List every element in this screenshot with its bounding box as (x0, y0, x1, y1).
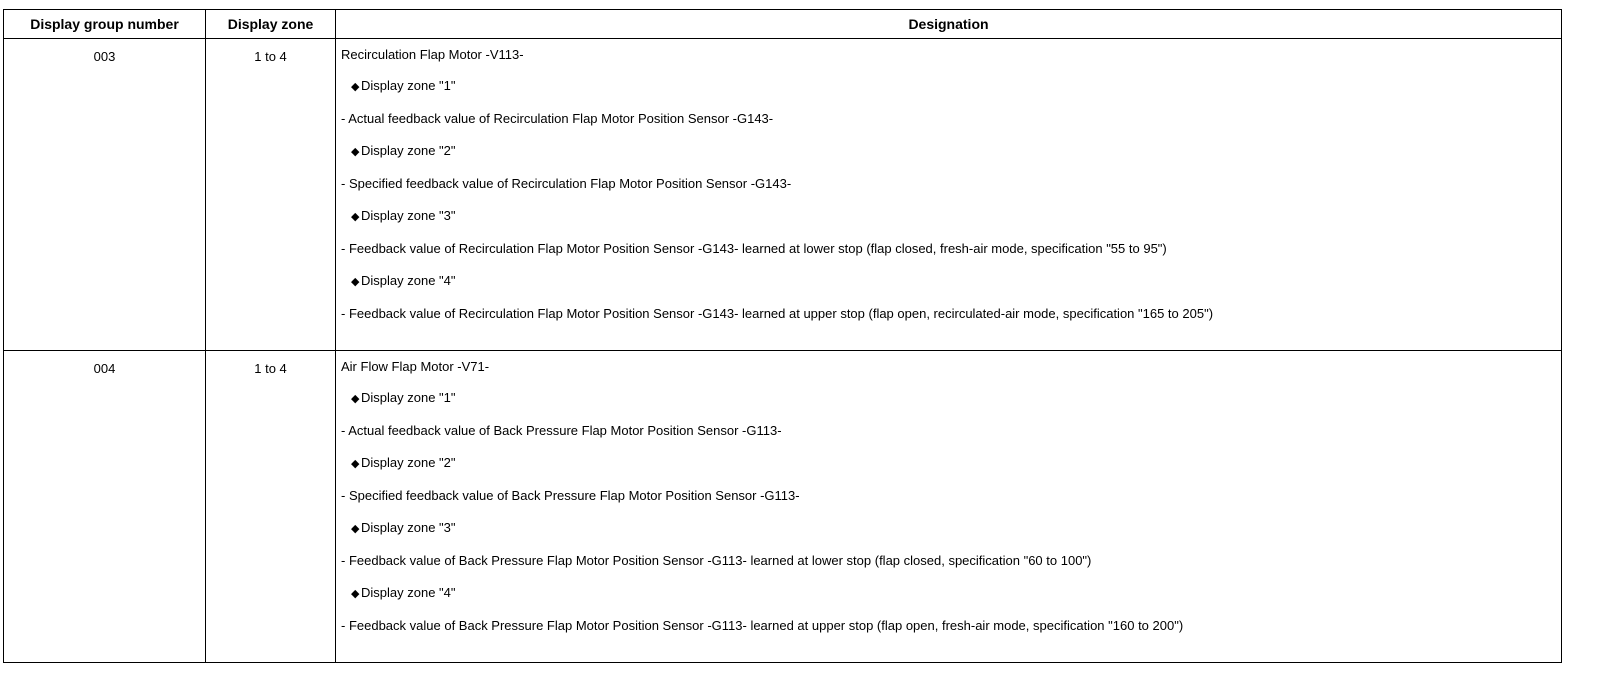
designation-bullet-text: Display zone "2" (361, 455, 456, 470)
designation-bullet-text: Display zone "4" (361, 585, 456, 600)
designation-bullet-line (341, 70, 1561, 103)
designation-bullet-line (341, 135, 1561, 168)
designation-bullet-line (341, 265, 1561, 298)
diamond-bullet-icon: ◆ (351, 393, 360, 405)
designation-detail-line: - Specified feedback value of Recirculation Flap Motor Position Sensor -G143- (341, 175, 792, 191)
table-header-row (4, 10, 1562, 39)
header-display-group-number: Display group number (4, 10, 206, 39)
display-group-number-cell: 004 (4, 351, 206, 663)
designation-detail-line: - Feedback value of Recirculation Flap Motor Position Sensor -G143- learned at upper stop (flap open, recirculated-air mode, specification "165 to 205") (341, 305, 1214, 321)
designation-detail-line: - Actual feedback value of Recirculation Flap Motor Position Sensor -G143- (341, 110, 774, 126)
diamond-bullet-icon: ◆ (351, 458, 360, 470)
designation-detail-line: - Feedback value of Back Pressure Flap Motor Position Sensor -G113- learned at upper stop (flap open, fresh-air mode, specification "160 to 200") (341, 617, 1184, 633)
designation-bullet-text: Display zone "2" (361, 143, 456, 158)
designation-bullet-text: Display zone "1" (361, 390, 456, 405)
designation-cell (336, 351, 1562, 663)
designation-detail-line: - Feedback value of Back Pressure Flap Motor Position Sensor -G113- learned at lower stop (flap closed, specification "60 to 100") (341, 552, 1092, 568)
designation-bullet-line (341, 577, 1561, 610)
designation-bullet-text: Display zone "1" (361, 78, 456, 93)
designation-bullet-line (341, 512, 1561, 545)
display-group-number-cell: 003 (4, 39, 206, 351)
designation-title: Air Flow Flap Motor -V71- (341, 359, 490, 374)
header-designation: Designation (336, 10, 1562, 39)
designation-bullet-text: Display zone "3" (361, 520, 456, 535)
diamond-bullet-icon: ◆ (351, 523, 360, 535)
designation-bullet-line (341, 447, 1561, 480)
designation-title: Recirculation Flap Motor -V113- (341, 47, 524, 62)
diamond-bullet-icon: ◆ (351, 146, 360, 158)
diamond-bullet-icon: ◆ (351, 211, 360, 223)
table-row (4, 39, 1562, 351)
display-group-table (3, 9, 1562, 663)
designation-bullet-text: Display zone "3" (361, 208, 456, 223)
diamond-bullet-icon: ◆ (351, 81, 360, 93)
designation-bullet-line (341, 200, 1561, 233)
table-row (4, 351, 1562, 663)
diamond-bullet-icon: ◆ (351, 276, 360, 288)
diamond-bullet-icon: ◆ (351, 588, 360, 600)
designation-cell (336, 39, 1562, 351)
designation-bullet-line (341, 382, 1561, 415)
header-display-zone: Display zone (206, 10, 336, 39)
designation-detail-line: - Feedback value of Recirculation Flap Motor Position Sensor -G143- learned at lower stop (flap closed, fresh-air mode, specification "55 to 95") (341, 240, 1167, 256)
display-zone-cell: 1 to 4 (206, 351, 336, 663)
designation-detail-line: - Actual feedback value of Back Pressure Flap Motor Position Sensor -G113- (341, 422, 782, 438)
designation-detail-line: - Specified feedback value of Back Pressure Flap Motor Position Sensor -G113- (341, 487, 800, 503)
designation-bullet-text: Display zone "4" (361, 273, 456, 288)
display-zone-cell: 1 to 4 (206, 39, 336, 351)
